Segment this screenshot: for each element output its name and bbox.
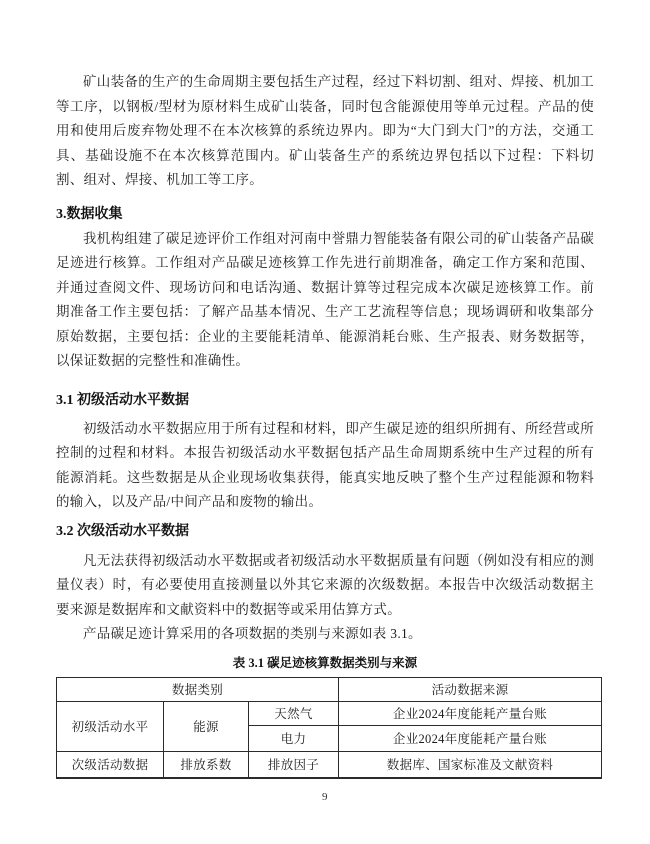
table-row — [57, 751, 602, 778]
cell-item-gas: 天然气 — [249, 701, 339, 725]
paragraph-system-boundary: 矿山装备的生产的生命周期主要包括生产过程，经过下料切割、组对、焊接、机加工等工序，以钢板/型材为原材料生成矿山装备，同时包含能源使用等单元过程。产品的使用和使用后废弃物处理不在本次核算的系统边界内。即为“大门到大门”的方法，交通工具、基础设施不在本次核算范围内。矿山装备生产的系统边界包括以下过程：下料切割、组对、焊接、机加工等工序。 — [56, 74, 594, 187]
table-row — [57, 701, 602, 725]
cell-source-gas: 企业2024年度能耗产量台账 — [339, 701, 602, 725]
paragraph-primary-activity: 初级活动水平数据应用于所有过程和材料，即产生碳足迹的组织所拥有、所经营或所控制的过程和材料。本报告初级活动水平数据包括产品生命周期系统中生产过程的所有能源消耗。这些数据是从企业现场收集获得，能真实地反映了整个生产过程能源和物料的输入，以及产品/中间产品和废物的输出。 — [56, 420, 594, 509]
cell-secondary-item: 排放因子 — [249, 751, 339, 778]
table-header-row — [57, 677, 602, 701]
cell-secondary-type: 排放系数 — [164, 751, 249, 778]
paragraph-data-collection-intro: 我机构组建了碳足迹评价工作组对河南中誉鼎力智能装备有限公司的矿山装备产品碳足迹进行核算。工作组对产品碳足迹核算工作先进行前期准备，确定工作方案和范围、并通过查阅文件、现场访问和电话沟通、数据计算等过程完成本次碳足迹核算工作。前期准备工作主要包括：了解产品基本情况、生产工艺流程等信息；现场调研和收集部分原始数据，主要包括：企业的主要能耗清单、能源消耗台账、生产报表、财务数据等，以保证数据的完整性和准确性。 — [56, 230, 594, 368]
table-caption: 表 3.1 碳足迹核算数据类别与来源 — [232, 655, 418, 670]
data-source-table — [56, 677, 602, 780]
section-heading-primary-activity: 3.1 初级活动水平数据 — [56, 392, 189, 408]
paragraph-secondary-activity: 凡无法获得初级活动水平数据或者初级活动水平数据质量有问题（例如没有相应的测量仪表）时，有必要使用直接测量以外其它来源的次级数据。本报告中次级活动数据主要来源是数据库和文献资料中的数据等或采用估算方式。 — [56, 552, 594, 617]
cell-primary-level: 初级活动水平 — [57, 701, 164, 751]
section-heading-data-collection: 3.数据收集 — [56, 206, 123, 222]
paragraph-table-reference: 产品碳足迹计算采用的各项数据的类别与来源如表 3.1。 — [83, 626, 422, 641]
cell-item-elec: 电力 — [249, 725, 339, 751]
cell-source-elec: 企业2024年度能耗产量台账 — [339, 725, 602, 751]
header-cell-category: 数据类别 — [57, 677, 339, 701]
cell-secondary-level: 次级活动数据 — [57, 751, 164, 778]
header-cell-source: 活动数据来源 — [339, 677, 602, 701]
page-number: 9 — [322, 791, 328, 803]
section-heading-secondary-activity: 3.2 次级活动水平数据 — [56, 523, 189, 539]
cell-primary-type: 能源 — [164, 701, 249, 751]
cell-secondary-source: 数据库、国家标准及文献资料 — [339, 751, 602, 778]
